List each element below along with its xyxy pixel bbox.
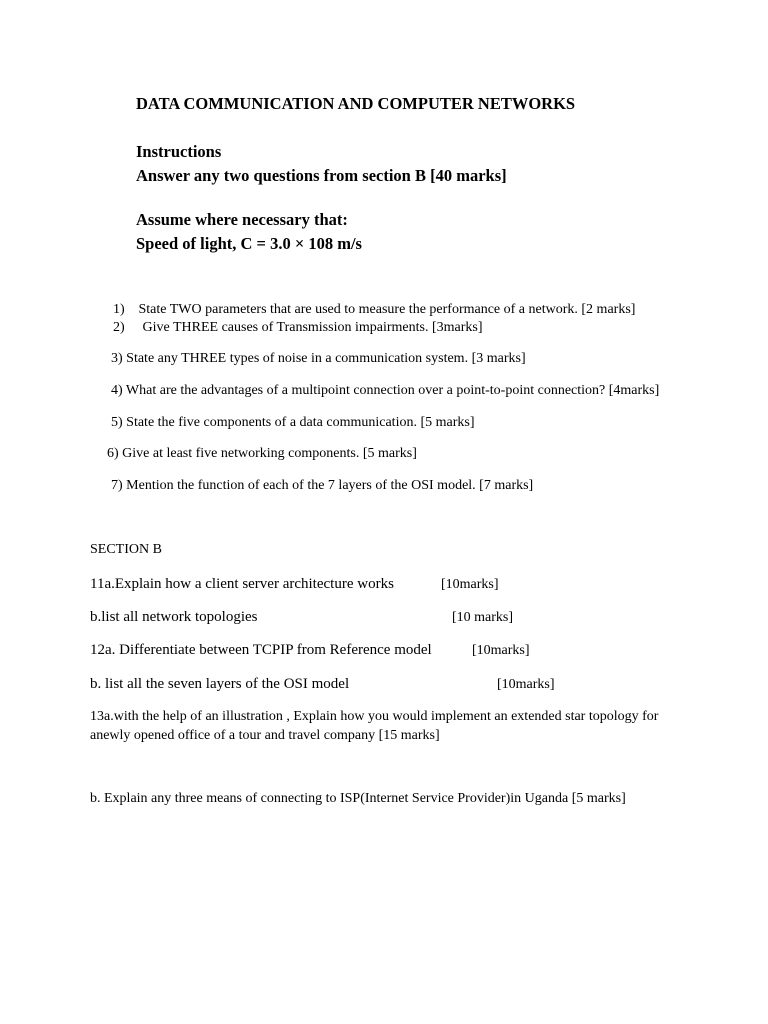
document-title: DATA COMMUNICATION AND COMPUTER NETWORKS: [136, 94, 576, 113]
question-2: [113, 320, 483, 336]
instructions-text: Answer any two questions from section B [40 marks]: [136, 166, 507, 185]
question-12a-marks: [10marks]: [472, 643, 530, 658]
question-text: Give THREE causes of Transmission impairments. [3marks]: [142, 320, 483, 335]
question-number: 2): [113, 320, 125, 335]
question-13b: b. Explain any three means of connecting to ISP(Internet Service Provider)in Uganda [5 marks]: [90, 791, 626, 806]
assume-heading: Assume where necessary that:: [136, 210, 348, 229]
question-11b-marks: [10 marks]: [452, 610, 514, 625]
section-b-heading: SECTION B: [90, 542, 162, 557]
question-12b: b. list all the seven layers of the OSI model: [90, 676, 350, 692]
question-13a-line-1: 13a.with the help of an illustration , Explain how you would implement an extended star topology for: [90, 709, 659, 724]
question-12a: 12a. Differentiate between TCPIP from Reference model: [90, 642, 432, 658]
question-11a-marks: [10marks]: [441, 577, 499, 592]
question-11b: b.list all network topologies: [90, 609, 258, 625]
question-1: [113, 302, 635, 318]
question-11a: 11a.Explain how a client server architecture works: [90, 576, 394, 592]
question-6: 6) Give at least five networking components. [5 marks]: [107, 446, 417, 461]
instructions-heading: Instructions: [136, 142, 222, 161]
question-4: 4) What are the advantages of a multipoint connection over a point-to-point connection? [4marks]: [111, 383, 660, 398]
question-13a-line-2: anewly opened office of a tour and travel company [15 marks]: [90, 728, 440, 743]
question-number: 1): [113, 302, 125, 317]
question-7: 7) Mention the function of each of the 7 layers of the OSI model. [7 marks]: [111, 478, 534, 493]
question-12b-marks: [10marks]: [497, 677, 555, 692]
speed-of-light: Speed of light, C = 3.0 × 108 m/s: [136, 234, 362, 253]
question-text: State TWO parameters that are used to measure the performance of a network. [2 marks]: [138, 302, 636, 317]
question-5: 5) State the five components of a data communication. [5 marks]: [111, 415, 475, 430]
question-3: 3) State any THREE types of noise in a communication system. [3 marks]: [111, 351, 526, 366]
